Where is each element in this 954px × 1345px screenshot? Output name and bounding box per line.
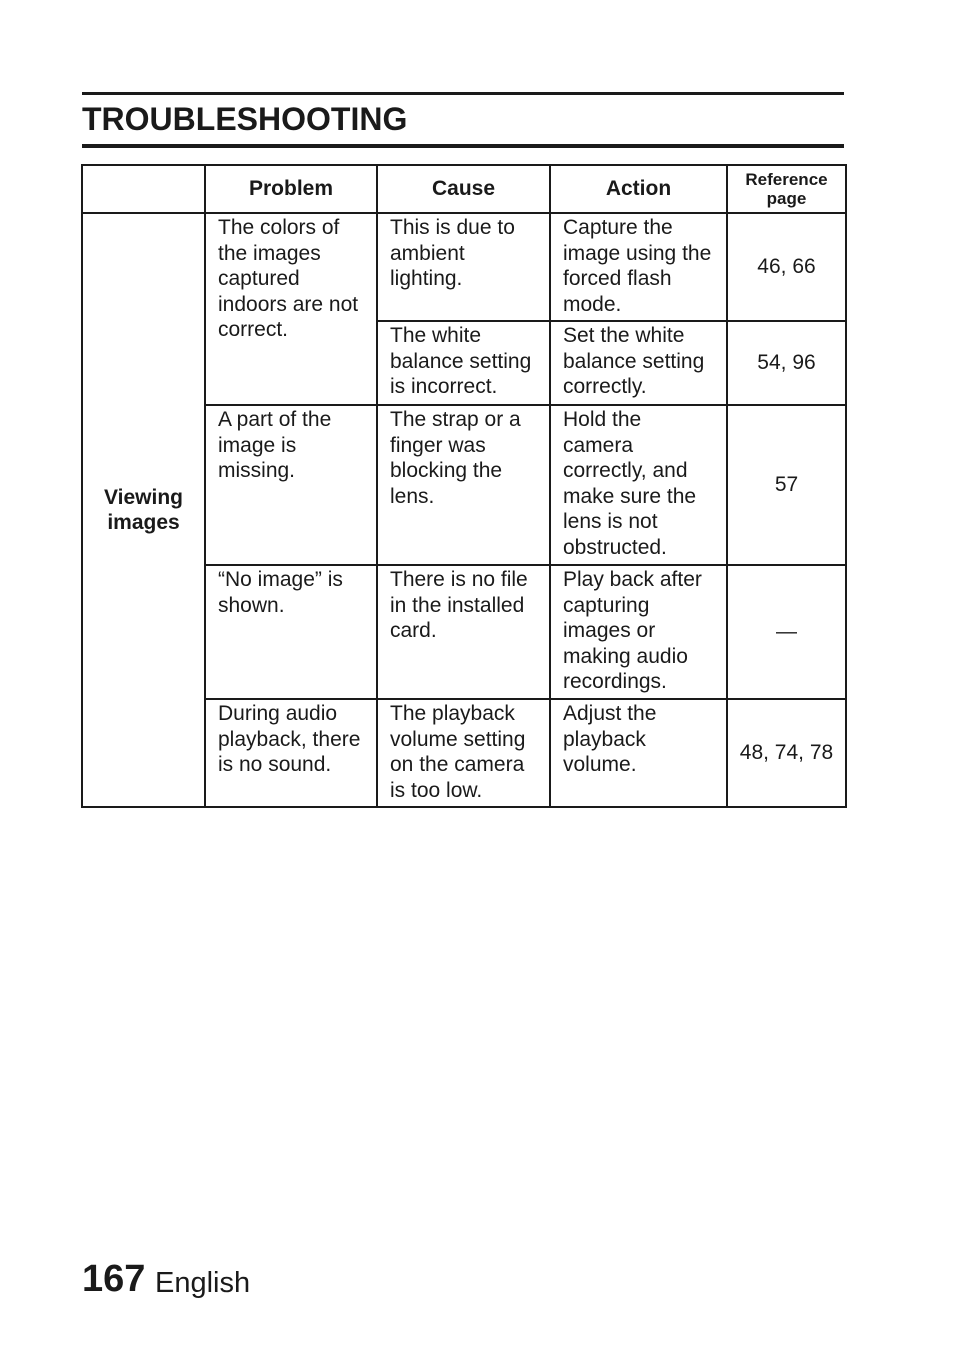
cause-cell: There is no file in the installed card. — [377, 565, 550, 699]
title-rule-top — [82, 92, 844, 95]
reference-cell: — — [727, 565, 846, 699]
action-cell: Play back after capturing images or making audio recordings. — [550, 565, 727, 699]
problem-cell: A part of the image is missing. — [205, 405, 377, 565]
page-number: 167 — [82, 1258, 146, 1300]
action-cell: Adjust the playback volume. — [550, 699, 727, 807]
cause-cell: The playback volume setting on the camera is too low. — [377, 699, 550, 807]
table-header-row — [82, 165, 846, 213]
reference-cell: 48, 74, 78 — [727, 699, 846, 807]
header-action: Action — [550, 165, 727, 213]
reference-cell: 54, 96 — [727, 321, 846, 405]
header-cause: Cause — [377, 165, 550, 213]
page-language: English — [155, 1267, 251, 1299]
cause-cell: The strap or a finger was blocking the lens. — [377, 405, 550, 565]
title-rule-bottom — [82, 144, 844, 148]
action-cell: Set the white balance setting correctly. — [550, 321, 727, 405]
problem-cell: The colors of the images captured indoors are not correct. — [205, 213, 377, 405]
cause-cell: This is due to ambient lighting. — [377, 213, 550, 321]
category-cell: Viewing images — [82, 213, 205, 807]
header-reference-page: Reference page — [727, 165, 846, 213]
troubleshooting-table — [81, 164, 847, 808]
header-category — [82, 165, 205, 213]
table-row — [82, 213, 846, 321]
action-cell: Capture the image using the forced flash mode. — [550, 213, 727, 321]
problem-cell: “No image” is shown. — [205, 565, 377, 699]
reference-cell: 46, 66 — [727, 213, 846, 321]
action-cell: Hold the camera correctly, and make sure the lens is not obstructed. — [550, 405, 727, 565]
cause-cell: The white balance setting is incorrect. — [377, 321, 550, 405]
page-title: TROUBLESHOOTING — [82, 101, 408, 137]
header-problem: Problem — [205, 165, 377, 213]
reference-cell: 57 — [727, 405, 846, 565]
problem-cell: During audio playback, there is no sound. — [205, 699, 377, 807]
